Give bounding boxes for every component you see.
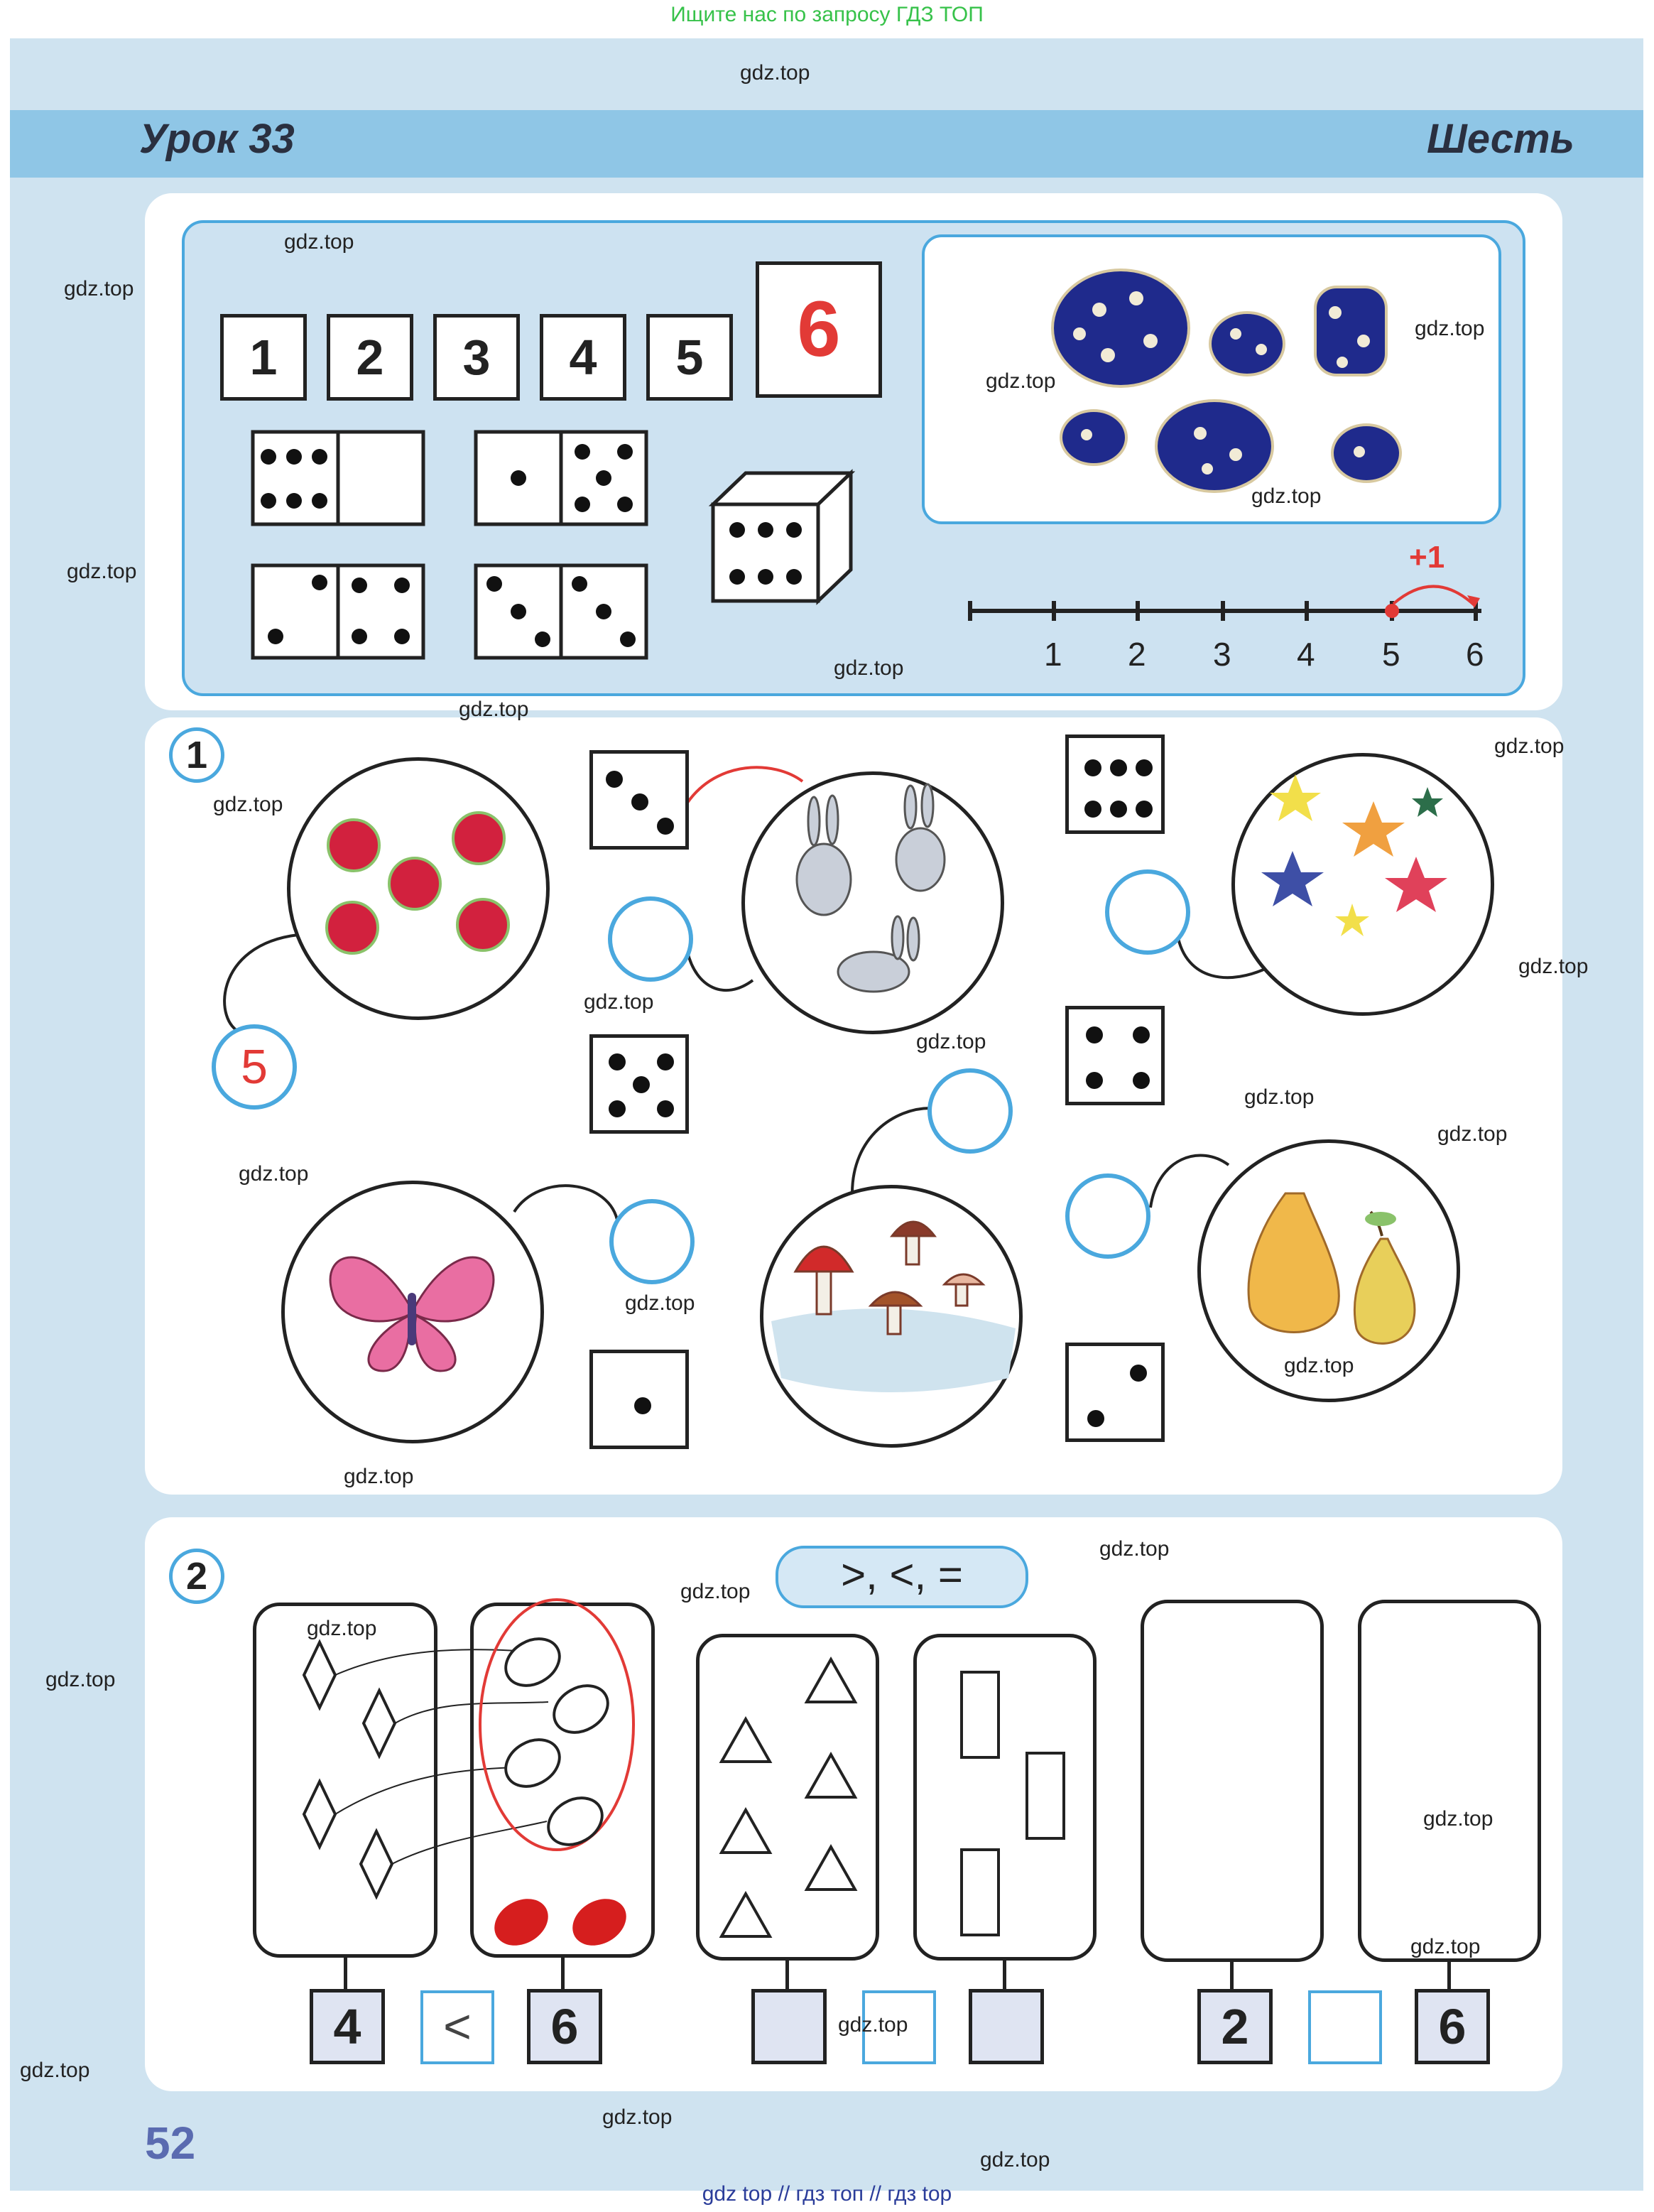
stem-5 (1230, 1962, 1234, 1990)
watermark: gdz.top (584, 990, 654, 1014)
number-card-2: 2 (327, 314, 413, 401)
watermark: gdz.top (213, 793, 283, 816)
watermark: gdz.top (64, 277, 134, 300)
watermark: gdz.top (1244, 1085, 1315, 1109)
watermark: gdz.top (1437, 1122, 1508, 1146)
footer-note: gdz top // гдз топ // гдз top (702, 2182, 952, 2206)
number-line-tick-2: 2 (1128, 636, 1146, 673)
count-box-ovals[interactable]: 6 (527, 1989, 602, 2064)
page-number: 52 (145, 2118, 196, 2169)
watermark: gdz.top (1415, 317, 1485, 340)
watermark: gdz.top (67, 560, 137, 583)
lesson-title: Урок 33 (139, 116, 295, 162)
watermark: gdz.top (45, 1668, 116, 1691)
watermark: gdz.top (239, 1162, 309, 1186)
watermark: gdz.top (980, 2148, 1050, 2172)
comparison-signs: >, <, = (776, 1546, 1028, 1608)
task1-number: 1 (169, 727, 224, 783)
watermark: gdz.top (838, 2013, 908, 2037)
stem-3 (785, 1961, 789, 1990)
count-box-diamonds[interactable]: 4 (310, 1989, 385, 2064)
number-line-tick-4: 4 (1297, 636, 1315, 673)
watermark: gdz.top (916, 1030, 986, 1053)
count-box-right-empty[interactable]: 6 (1415, 1989, 1490, 2064)
answer-circle-cherries[interactable]: 5 (212, 1024, 297, 1110)
number-card-1: 1 (220, 314, 307, 401)
watermark: gdz.top (20, 2059, 90, 2082)
sign-box-pair1[interactable]: < (420, 1990, 494, 2064)
watermark: gdz.top (284, 230, 354, 254)
number-card-4: 4 (540, 314, 626, 401)
task2-number: 2 (169, 1549, 224, 1604)
watermark: gdz.top (834, 656, 904, 680)
watermark: gdz.top (344, 1465, 414, 1488)
sign-box-pair3[interactable] (1308, 1990, 1382, 2064)
watermark: gdz.top (1284, 1354, 1354, 1377)
number-line-tick-5: 5 (1382, 636, 1400, 673)
watermark: gdz.top (1251, 484, 1322, 508)
big-number-card: 6 (756, 261, 882, 398)
watermark: gdz.top (740, 61, 810, 85)
stem-6 (1447, 1962, 1451, 1990)
number-card-3: 3 (433, 314, 520, 401)
lesson-topic: Шесть (1426, 116, 1574, 162)
count-box-triangles[interactable] (751, 1989, 827, 2064)
stem-4 (1003, 1961, 1006, 1990)
watermark: gdz.top (625, 1291, 695, 1315)
top-note: Ищите нас по запросу ГДЗ ТОП (670, 3, 984, 26)
watermark: gdz.top (1518, 955, 1589, 978)
watermark: gdz.top (602, 2105, 673, 2129)
watermark: gdz.top (1099, 1537, 1170, 1561)
watermark: gdz.top (1410, 1935, 1481, 1958)
watermark: gdz.top (307, 1617, 377, 1640)
count-box-left-empty[interactable]: 2 (1197, 1989, 1273, 2064)
watermark: gdz.top (1494, 734, 1565, 758)
number-line-tick-3: 3 (1213, 636, 1231, 673)
stem-1 (344, 1958, 347, 1990)
stem-2 (561, 1958, 565, 1990)
watermark: gdz.top (680, 1580, 751, 1603)
count-box-rectangles[interactable] (969, 1989, 1044, 2064)
watermark: gdz.top (459, 698, 529, 721)
watermark: gdz.top (1423, 1807, 1494, 1831)
jump-label: +1 (1409, 540, 1445, 575)
watermark: gdz.top (986, 369, 1056, 393)
number-line-tick-1: 1 (1044, 636, 1062, 673)
number-line-tick-6: 6 (1466, 636, 1484, 673)
number-card-5: 5 (646, 314, 733, 401)
